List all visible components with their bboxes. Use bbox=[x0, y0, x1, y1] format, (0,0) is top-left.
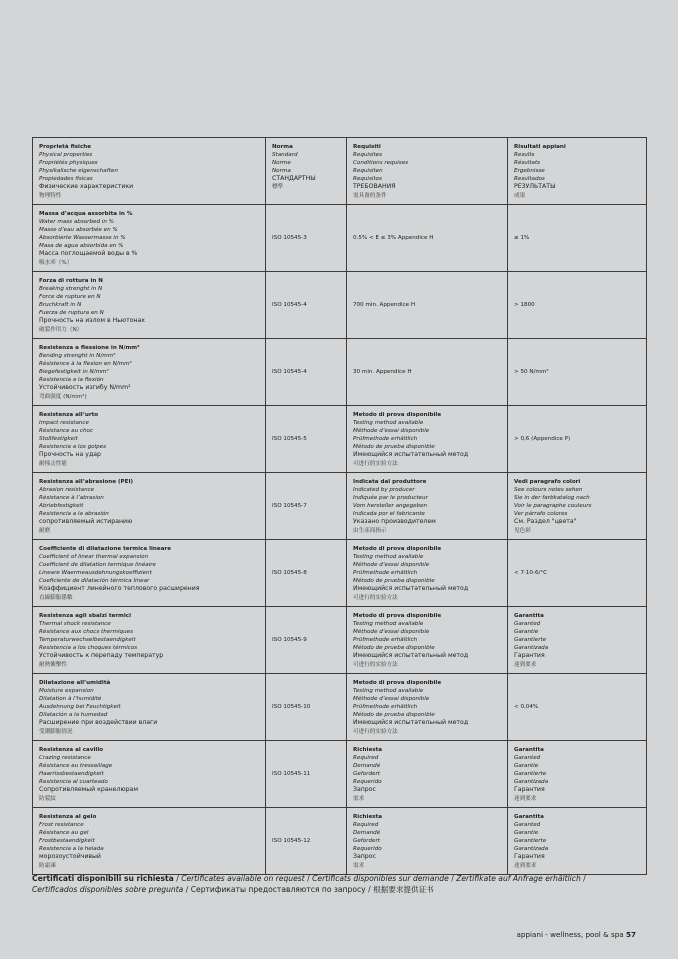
result-translation: Garanted bbox=[514, 755, 541, 762]
header-property-zh: 物理特性 bbox=[39, 192, 62, 199]
norm-cell bbox=[266, 406, 347, 473]
property-translation: Dilatación a la humedad bbox=[39, 712, 108, 719]
property-zh: 直線膨脹係數 bbox=[39, 594, 73, 601]
result-translation: Garantizada bbox=[514, 846, 549, 853]
result-title: Vedi paragrafo colori bbox=[514, 479, 581, 485]
certificates-sep: / bbox=[183, 884, 191, 894]
property-zh: 耐撞击性能 bbox=[39, 460, 67, 467]
header-results-ru: РЕЗУЛЬТАТЫ bbox=[514, 183, 556, 191]
property-cell bbox=[33, 406, 266, 473]
table-row bbox=[33, 205, 647, 272]
property-translation: Resistencia a la abrasión bbox=[39, 511, 109, 518]
property-translation: Fuerza de ruptura en N bbox=[39, 310, 104, 317]
result-value: > 1800 bbox=[514, 301, 535, 308]
certificates-sep: / bbox=[448, 874, 457, 883]
property-title: Massa d’acqua assorbita in % bbox=[39, 211, 133, 217]
property-translation: Water mass absorbed in % bbox=[39, 219, 114, 226]
property-translation: Thermal shock resistance bbox=[39, 621, 111, 628]
property-translation: Résistence à la flexion en N/mm² bbox=[39, 361, 132, 368]
result-cell bbox=[508, 339, 647, 406]
requisite-translation: Indicated by producer bbox=[353, 487, 415, 494]
requisite-cell bbox=[347, 205, 508, 272]
requisite-zh: 由生產商指示 bbox=[353, 527, 387, 534]
certificates-sep: / bbox=[580, 874, 586, 883]
requisite-value: 700 min. Appendice H bbox=[353, 301, 416, 308]
result-ru: Гарантия bbox=[514, 786, 545, 794]
header-results-cell bbox=[508, 138, 647, 205]
result-value: < 7·10-6/°C bbox=[514, 569, 548, 576]
result-title: Garantita bbox=[514, 814, 544, 820]
norm-cell bbox=[266, 339, 347, 406]
result-zh: 達到要求 bbox=[514, 661, 537, 668]
result-cell bbox=[508, 808, 647, 875]
requisite-title: Metodo di prova disponibile bbox=[353, 412, 442, 418]
norm-value: ISO 10545-4 bbox=[272, 301, 307, 308]
requisite-cell bbox=[347, 272, 508, 339]
result-translation: See colours notes sehen bbox=[514, 487, 583, 494]
requisite-translation: Indicada por el fabricante bbox=[353, 511, 425, 518]
norm-value: ISO 10545-8 bbox=[272, 569, 307, 576]
requisite-translation: Requerido bbox=[353, 779, 382, 786]
property-title: Coefficiente di dilatazione termica lineare bbox=[39, 546, 172, 552]
norm-value: ISO 10545-11 bbox=[272, 770, 311, 777]
property-zh: 耐熱衝擊性 bbox=[39, 661, 67, 668]
requisite-ru: Имеющийся испытательный метод bbox=[353, 451, 469, 459]
header-requisites-en: Requisites bbox=[353, 152, 382, 159]
property-cell bbox=[33, 272, 266, 339]
certificates-note-zh: 根据要求提供证书 bbox=[373, 884, 434, 894]
result-title: Garantita bbox=[514, 747, 544, 753]
property-cell bbox=[33, 607, 266, 674]
property-title: Resistenza a flessione in N/mm² bbox=[39, 345, 140, 351]
requisite-translation: Prüfmethode erhältlich bbox=[353, 436, 418, 443]
property-translation: Ausdehnung bei Feuchtigkeit bbox=[39, 704, 121, 711]
property-title: Forza di rottura in N bbox=[39, 278, 103, 284]
result-translation: Ver párrafo colores bbox=[514, 511, 568, 518]
norm-value: ISO 10545-3 bbox=[272, 234, 307, 241]
property-translation: Bruchkraft in N bbox=[39, 302, 82, 309]
norm-cell bbox=[266, 741, 347, 808]
requisite-translation: Méthode d’essai disponible bbox=[353, 562, 430, 569]
requisite-title: Metodo di prova disponibile bbox=[353, 680, 442, 686]
certificates-note-de: Zertifikate auf Anfrage erhältlich bbox=[456, 874, 581, 883]
requisite-translation: Método de prueba disponible bbox=[353, 645, 435, 652]
requisite-ru: Имеющийся испытательный метод bbox=[353, 719, 469, 727]
property-translation: Biegefestigkeit in N/mm² bbox=[39, 369, 109, 376]
property-ru: Прочность на удар bbox=[39, 451, 101, 459]
property-cell bbox=[33, 741, 266, 808]
header-property-cell bbox=[33, 138, 266, 205]
header-requisites-fr: Conditions requises bbox=[353, 160, 409, 167]
table-row bbox=[33, 272, 647, 339]
result-cell bbox=[508, 607, 647, 674]
property-cell bbox=[33, 540, 266, 607]
property-translation: Resistencia a los golpes bbox=[39, 444, 107, 451]
result-cell bbox=[508, 741, 647, 808]
page-footer bbox=[516, 930, 636, 939]
property-ru: морозоустойчивый bbox=[39, 853, 101, 861]
result-value: ≤ 1% bbox=[514, 234, 530, 241]
requisite-translation: Gefordert bbox=[353, 838, 380, 845]
property-title: Dilatazione all’umidità bbox=[39, 680, 111, 686]
result-translation: Garanted bbox=[514, 621, 541, 628]
table-row bbox=[33, 540, 647, 607]
requisite-translation: Required bbox=[353, 755, 379, 762]
header-property-de: Physikalische eigenschaften bbox=[39, 168, 118, 175]
header-property-ru: Физические характеристики bbox=[39, 183, 134, 191]
result-value: < 0,04% bbox=[514, 703, 539, 710]
property-cell bbox=[33, 473, 266, 540]
property-cell bbox=[33, 205, 266, 272]
header-norm-title: Norma bbox=[272, 144, 293, 150]
property-translation: Haarrissbestaendigkeit bbox=[39, 771, 104, 778]
header-requisites-title: Requisiti bbox=[353, 144, 381, 150]
requisite-translation: Testing method available bbox=[353, 554, 424, 561]
header-results-en: Results bbox=[514, 152, 535, 159]
result-translation: Garanted bbox=[514, 822, 541, 829]
requisite-zh: 需求 bbox=[353, 862, 365, 869]
property-title: Resistenza all’abrasione (PEI) bbox=[39, 479, 134, 485]
result-cell bbox=[508, 540, 647, 607]
norm-value: ISO 10545-7 bbox=[272, 502, 307, 509]
requisite-cell bbox=[347, 406, 508, 473]
norm-value: ISO 10545-5 bbox=[272, 435, 307, 442]
property-zh: 破裂作用力（N） bbox=[39, 326, 83, 333]
requisite-translation: Testing method available bbox=[353, 621, 424, 628]
header-results-es: Resultados bbox=[514, 176, 545, 183]
page-number: 57 bbox=[625, 930, 636, 939]
norm-cell bbox=[266, 272, 347, 339]
requisite-ru: Имеющийся испытательный метод bbox=[353, 585, 469, 593]
property-title: Resistenza all’urto bbox=[39, 412, 99, 418]
result-cell bbox=[508, 272, 647, 339]
property-translation: Abrasion resistance bbox=[39, 487, 95, 494]
result-cell bbox=[508, 473, 647, 540]
result-title: Garantita bbox=[514, 613, 544, 619]
requisite-translation: Méthode d’essai disponible bbox=[353, 629, 430, 636]
header-norm-es: Norma bbox=[272, 168, 291, 175]
norm-cell bbox=[266, 473, 347, 540]
table-row bbox=[33, 406, 647, 473]
result-translation: Garantizada bbox=[514, 779, 549, 786]
norm-cell bbox=[266, 674, 347, 741]
requisite-translation: Required bbox=[353, 822, 379, 829]
result-cell bbox=[508, 674, 647, 741]
property-translation: Bending strenght in N/mm² bbox=[39, 353, 116, 360]
brand-label: appiani - wellness, pool & spa bbox=[516, 930, 624, 939]
certificates-sep: / bbox=[365, 884, 374, 894]
norm-cell bbox=[266, 540, 347, 607]
header-results-de: Ergebnisse bbox=[514, 168, 545, 175]
requisite-cell bbox=[347, 339, 508, 406]
table-row bbox=[33, 808, 647, 875]
property-translation: Coefficient de dilatation termique linéaire bbox=[39, 562, 156, 569]
table-row bbox=[33, 339, 647, 406]
requisite-zh: 需求 bbox=[353, 795, 365, 802]
result-value: > 0,6 (Appendice P) bbox=[514, 435, 571, 442]
requisite-title: Metodo di prova disponibile bbox=[353, 613, 442, 619]
norm-cell bbox=[266, 205, 347, 272]
requisite-cell bbox=[347, 741, 508, 808]
property-translation: Dilatation à l’humidité bbox=[39, 696, 102, 703]
header-norm-en: Standard bbox=[272, 152, 298, 159]
requisite-title: Richiesta bbox=[353, 747, 383, 753]
property-translation: Temperaturwechselbestaendigkeit bbox=[39, 637, 136, 644]
property-translation: Lineare Waermeausdehnungskoeffizient bbox=[39, 570, 152, 577]
result-zh: 達到要求 bbox=[514, 862, 537, 869]
certificates-sep: / bbox=[173, 874, 182, 883]
property-translation: Resistencia a los choques térmicos bbox=[39, 645, 138, 652]
property-translation: Résistance au gel bbox=[39, 830, 89, 837]
norm-cell bbox=[266, 808, 347, 875]
header-requisites-de: Requisiten bbox=[353, 168, 383, 175]
property-translation: Breaking strenght in N bbox=[39, 286, 103, 293]
requisite-zh: 可进行的实验方法 bbox=[353, 728, 398, 735]
requisite-translation: Método de prueba disponible bbox=[353, 712, 435, 719]
header-norm-zh: 標準 bbox=[272, 184, 284, 191]
property-translation: Résistance aux chocs thermiques bbox=[39, 629, 133, 636]
property-translation: Impact resistance bbox=[39, 420, 89, 427]
header-norm-fr: Norme bbox=[272, 160, 291, 167]
table-row bbox=[33, 607, 647, 674]
requisite-translation: Vom hersteller angegeben bbox=[353, 503, 428, 510]
requisite-cell bbox=[347, 808, 508, 875]
result-ru: Гарантия bbox=[514, 652, 545, 660]
property-title: Resistenza agli sbalzi termici bbox=[39, 613, 132, 619]
result-translation: Garantierte bbox=[514, 771, 547, 778]
header-norm-cell bbox=[266, 138, 347, 205]
result-translation: Voir le paragraphe couleurs bbox=[514, 503, 592, 510]
property-translation: Frostbestaendigkeit bbox=[39, 838, 95, 845]
requisite-ru: Запрос bbox=[353, 786, 376, 794]
header-property-es: Propiedades físicas bbox=[39, 176, 93, 183]
table-header-row bbox=[33, 138, 647, 205]
header-property-en: Physical properties bbox=[39, 152, 93, 159]
certificates-note bbox=[32, 874, 652, 895]
requisite-translation: Indiquée par le producteur bbox=[353, 495, 428, 502]
requisite-title: Metodo di prova disponibile bbox=[353, 546, 442, 552]
requisite-zh: 可进行的实验方法 bbox=[353, 460, 398, 467]
property-translation: Masa de agua absorbida en % bbox=[39, 243, 124, 250]
norm-cell bbox=[266, 607, 347, 674]
property-ru: Расширение при воздействии влаги bbox=[39, 719, 158, 727]
requisite-value: 30 min. Appendice H bbox=[353, 368, 412, 375]
certificates-note-fr: Certificats disponibles sur demande bbox=[312, 874, 449, 883]
property-translation: Résistance à l’abrasion bbox=[39, 495, 104, 502]
property-translation: Moisture expansion bbox=[39, 688, 94, 695]
requisite-translation: Méthode d’essai disponible bbox=[353, 696, 430, 703]
requisite-translation: Prüfmethode erhältlich bbox=[353, 704, 418, 711]
requisite-translation: Testing method available bbox=[353, 688, 424, 695]
header-requisites-ru: ТРЕБОВАНИЯ bbox=[353, 183, 396, 191]
requisite-cell bbox=[347, 607, 508, 674]
requisite-translation: Testing method available bbox=[353, 420, 424, 427]
norm-value: ISO 10545-10 bbox=[272, 703, 311, 710]
property-zh: 耐磨 bbox=[39, 527, 51, 534]
header-requisites-zh: 需具备的条件 bbox=[353, 192, 387, 199]
property-translation: Resistencia a la flexión bbox=[39, 377, 104, 384]
result-ru: См. Раздел "цвета" bbox=[514, 518, 577, 526]
requisite-translation: Méthode d’essai disponible bbox=[353, 428, 430, 435]
requisite-translation: Prüfmethode erhältlich bbox=[353, 637, 418, 644]
property-translation: Resistencia a la helada bbox=[39, 846, 104, 853]
certificates-sep: / bbox=[304, 874, 313, 883]
property-translation: Absorbierte Wassermasse in % bbox=[39, 235, 126, 242]
requisite-ru: Имеющийся испытательный метод bbox=[353, 652, 469, 660]
requisite-cell bbox=[347, 473, 508, 540]
result-cell bbox=[508, 406, 647, 473]
spec-table-body bbox=[33, 138, 647, 875]
requisite-title: Indicata dal produttore bbox=[353, 479, 427, 485]
property-ru: Сопротивляемый кранелюрам bbox=[39, 786, 139, 794]
property-zh: 弯曲强度 (N/mm²) bbox=[39, 393, 87, 400]
norm-value: ISO 10545-12 bbox=[272, 837, 311, 844]
table-row bbox=[33, 741, 647, 808]
requisite-cell bbox=[347, 674, 508, 741]
spec-table bbox=[32, 137, 647, 875]
header-norm-ru: СТАНДАРТНЫ bbox=[272, 175, 316, 183]
property-translation: Frost resistance bbox=[39, 822, 84, 829]
requisite-ru: Указано производителем bbox=[353, 518, 436, 526]
norm-value: ISO 10545-9 bbox=[272, 636, 307, 643]
property-zh: 防裂紋 bbox=[39, 795, 56, 802]
result-translation: Garantie bbox=[514, 763, 539, 770]
requisite-translation: Prüfmethode erhältlich bbox=[353, 570, 418, 577]
result-ru: Гарантия bbox=[514, 853, 545, 861]
requisite-translation: Método de prueba disponible bbox=[353, 444, 435, 451]
result-translation: Garantie bbox=[514, 629, 539, 636]
requisite-zh: 可进行的实验方法 bbox=[353, 661, 398, 668]
result-zh: 见色彩 bbox=[514, 527, 531, 534]
requisite-ru: Запрос bbox=[353, 853, 376, 861]
result-translation: Sie in der farbkatalog nach bbox=[514, 495, 590, 502]
property-ru: Прочность на излом в Ньютонах bbox=[39, 317, 145, 325]
property-ru: Устойчивость изгибу N/mm² bbox=[39, 384, 131, 392]
header-property-fr: Propriétés physiques bbox=[39, 160, 98, 167]
header-property-title: Proprietà fisiche bbox=[39, 144, 92, 150]
requisite-translation: Demandé bbox=[353, 830, 381, 837]
property-translation: Resistencia al cuarteado bbox=[39, 779, 108, 786]
property-cell bbox=[33, 339, 266, 406]
requisite-translation: Método de prueba disponible bbox=[353, 578, 435, 585]
result-translation: Garantie bbox=[514, 830, 539, 837]
header-requisites-cell bbox=[347, 138, 508, 205]
result-translation: Garantierte bbox=[514, 637, 547, 644]
property-title: Resistenza al cavillo bbox=[39, 747, 104, 753]
property-zh: 受潮膨脹情況 bbox=[39, 728, 73, 735]
header-results-zh: 成果 bbox=[514, 192, 526, 199]
result-translation: Garantizada bbox=[514, 645, 549, 652]
requisite-value: 0.5% < E ≤ 3% Appendice H bbox=[353, 234, 434, 241]
property-ru: Устойчивость к перепаду температур bbox=[39, 652, 164, 660]
certificates-note-es: Certificados disponibles sobre pregunta bbox=[32, 884, 184, 894]
property-ru: сопротивляемый истиранию bbox=[39, 518, 133, 526]
property-translation: Coeficiente de dilatación térmica linear bbox=[39, 578, 150, 585]
requisite-title: Richiesta bbox=[353, 814, 383, 820]
property-translation: Coefficient of linear thermal expansion bbox=[39, 554, 149, 561]
property-zh: 吸水率（%） bbox=[39, 259, 73, 266]
certificates-note-ru: Сертификаты предоставляются по запросу bbox=[190, 884, 366, 894]
property-translation: Crazing resistance bbox=[39, 755, 91, 762]
property-cell bbox=[33, 808, 266, 875]
header-results-title: Risultati appiani bbox=[514, 144, 566, 150]
header-requisites-es: Requisitos bbox=[353, 176, 382, 183]
property-translation: Force de rupture en N bbox=[39, 294, 101, 301]
property-ru: Масса поглощаемой воды в % bbox=[39, 250, 138, 258]
property-translation: Abriebfestigkeit bbox=[39, 503, 84, 510]
property-translation: Résistance au tressaillage bbox=[39, 763, 113, 770]
property-title: Resistenza al gelo bbox=[39, 814, 97, 820]
header-results-fr: Résultats bbox=[514, 160, 541, 167]
property-translation: Masse d’eau absorbée en % bbox=[39, 227, 118, 234]
requisite-cell bbox=[347, 540, 508, 607]
property-translation: Résistance au choc bbox=[39, 428, 94, 435]
norm-value: ISO 10545-4 bbox=[272, 368, 307, 375]
certificates-note-it: Certificati disponibili su richiesta bbox=[32, 874, 174, 883]
requisite-translation: Requerido bbox=[353, 846, 382, 853]
result-cell bbox=[508, 205, 647, 272]
requisite-translation: Gefordert bbox=[353, 771, 380, 778]
property-translation: Stoßfestigkeit bbox=[39, 436, 78, 443]
property-zh: 防霜凍 bbox=[39, 862, 56, 869]
table-row bbox=[33, 674, 647, 741]
table-row bbox=[33, 473, 647, 540]
property-ru: Коэффициент линейного теплового расширения bbox=[39, 585, 200, 593]
property-cell bbox=[33, 674, 266, 741]
requisite-zh: 可进行的实验方法 bbox=[353, 594, 398, 601]
result-value: > 50 N/mm² bbox=[514, 368, 549, 375]
certificates-note-en: Certificates available on request bbox=[181, 874, 305, 883]
requisite-translation: Demandé bbox=[353, 763, 381, 770]
result-zh: 達到要求 bbox=[514, 795, 537, 802]
result-translation: Garantierte bbox=[514, 838, 547, 845]
